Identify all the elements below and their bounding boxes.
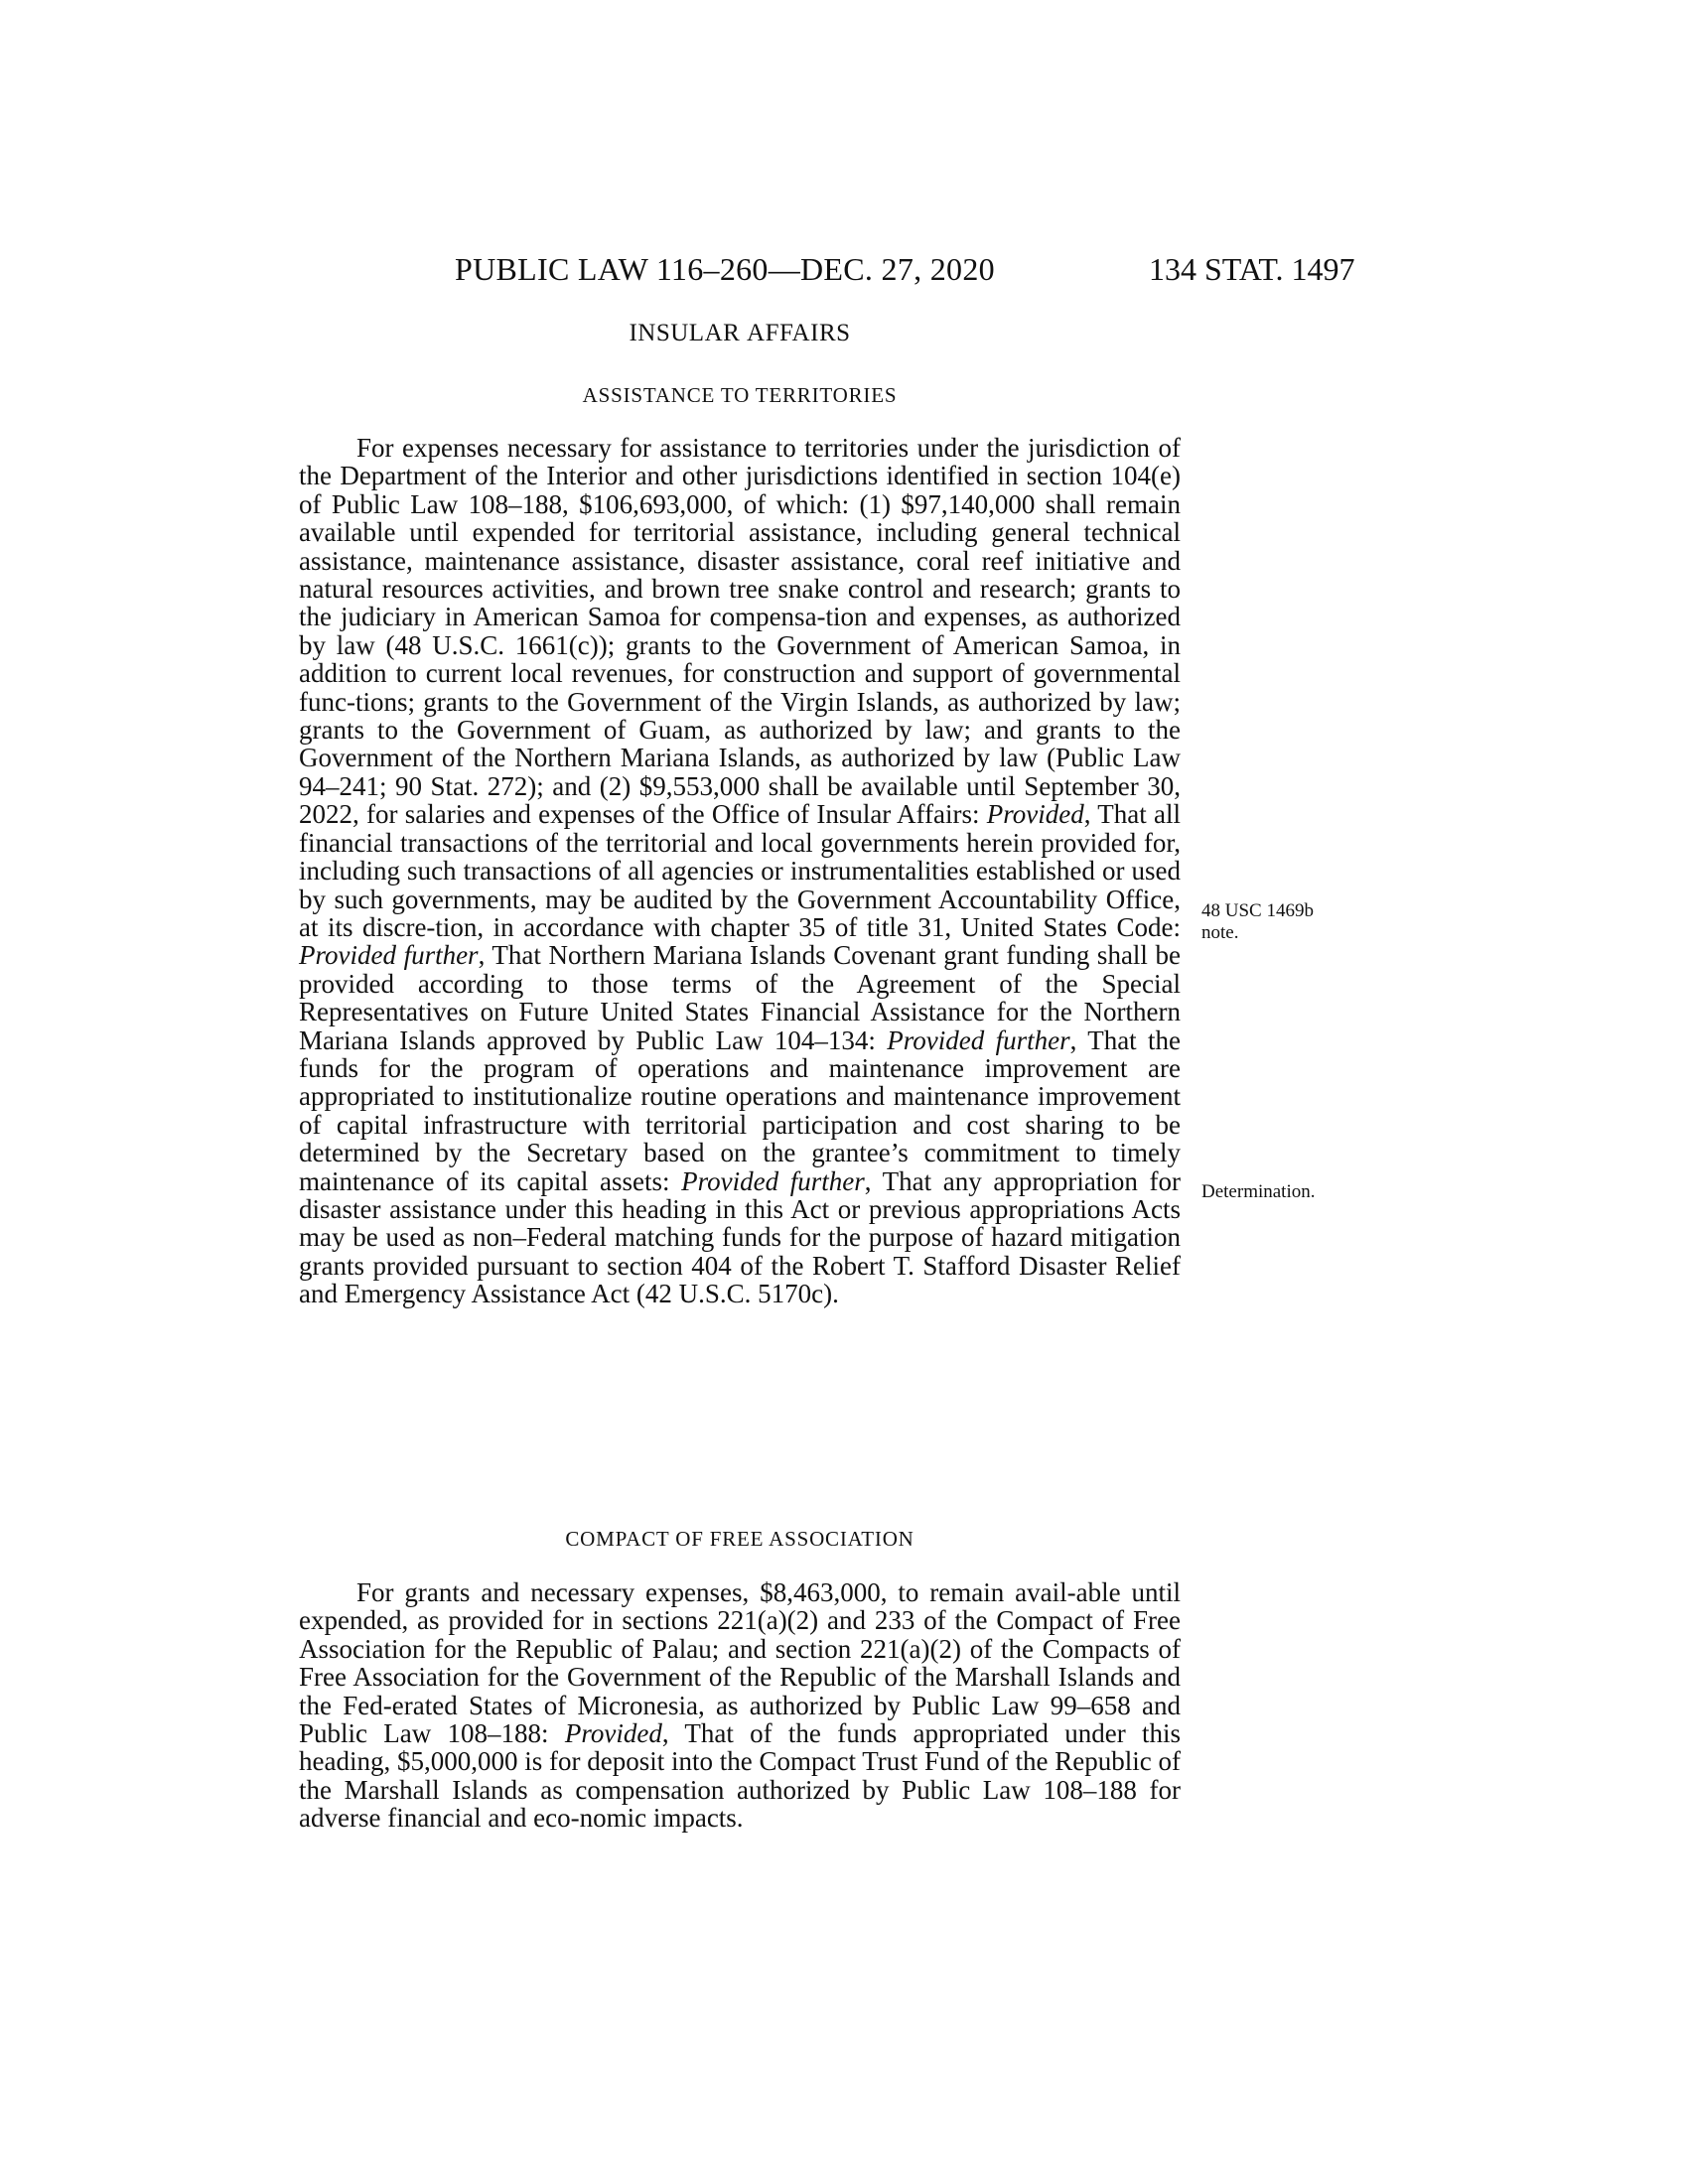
- heading-smallcaps-1: NSULAR: [637, 320, 748, 346]
- proviso-italic: Provided further: [681, 1165, 865, 1196]
- subheading-compact-of-free-association: COMPACT OF FREE ASSOCIATION: [565, 1527, 914, 1551]
- section-heading-insular-affairs: [298, 320, 1182, 347]
- paragraph-text: , That any appropriation for disaster assistance under this heading in this Act or previous appropriations Acts may be used as non–Federal matching funds for the purpose of hazard mitigation grants provided pursuant to section 404 of the Robert T. Stafford Disaster Relief and Emergency Assistance Act (42 U.S.C. 5170c).: [299, 1165, 1182, 1309]
- paragraph-text: , That all financial transactions of the territorial and local governments herein provided for, including such transactions of all agencies or instrumentalities established or used by such governments, may be audited by the Government Accountability Office, at its discre-tion, in accordance with chapter 35 of title 31, United States Code:: [299, 799, 1181, 942]
- paragraph-text: , That of the funds appropriated under this heading, $5,000,000 is for deposit into the Compact Trust Fund of the Republic of the Marshall Islands as compensation authorized by Public Law 108–188 for adverse financial and eco-nomic impacts.: [299, 1718, 1182, 1834]
- running-head: PUBLIC LAW 116–260—DEC. 27, 2020: [455, 251, 995, 287]
- margin-note-determination: Determination.: [1201, 1181, 1316, 1202]
- statute-citation: 134 STAT. 1497: [1149, 251, 1355, 287]
- paragraph-text: For expenses necessary for assistance to territories under the jurisdiction of the Department of the Interior and other jurisdictions identified in section 104(e) of Public Law 108–188, $106,693,000, of which: (1) $97,140,000 shall remain available until expended for territorial assistance, including general technical assistance, maintenance assistance, disaster assistance, coral reef initiative and natural resources activities, and brown tree snake control and research; grants to the judiciary in American Samoa for compensa-tion and expenses, as authorized by law (48 U.S.C. 1661(c)); grants to the Government of American Samoa, in addition to current local revenues, for construction and support of governmental func-tions; grants to the Government of the Virgin Islands, as authorized by law; grants to the Government of Guam, as authorized by law; and grants to the Government of the Northern Mariana Islands, as authorized by law (Public Law 94–241; 90 Stat. 272); and (2) $9,553,000 shall be available until September 30, 2022, for salaries and expenses of the Office of Insular Affairs:: [299, 433, 1181, 830]
- proviso-italic: Provided further: [887, 1024, 1070, 1055]
- proviso-italic: Provided further: [299, 940, 479, 971]
- paragraph-text: For grants and necessary expenses, $8,463,000, to remain avail-able until expended, as provided for in sections 221(a)(2) and 233 of the Compact of Free Association for the Republic of Palau; and section 221(a)(2) of the Compacts of Free Association for the Government of the Republic of the Marshall Islands and the Fed-erated States of Micronesia, as authorized by Public Law 99–658 and Public Law 108–188:: [299, 1577, 1181, 1749]
- proviso-italic: Provided: [986, 799, 1084, 830]
- paragraph-compact-of-free-association: [299, 1578, 1181, 1833]
- margin-note-usc: [1201, 900, 1350, 944]
- paragraph-text: , That Northern Mariana Islands Covenant grant funding shall be provided according to those terms of the Agreement of the Special Representatives on Future United States Financial Assistance for the Northern Mariana Islands approved by Public Law 104–134:: [299, 940, 1182, 1055]
- paragraph-text: , That the funds for the program of operations and maintenance improvement are appropriated to institutionalize routine operations and maintenance improvement of capital infrastructure with territorial participation and cost sharing to be determined by the Secretary based on the grantee’s commitment to timely maintenance of its capital assets:: [299, 1024, 1182, 1196]
- paragraph-assistance-to-territories: [299, 434, 1181, 1308]
- proviso-italic: Provided: [564, 1718, 662, 1749]
- margin-note-line: note.: [1201, 922, 1239, 943]
- margin-note-line: 48 USC 1469b: [1201, 900, 1314, 921]
- heading-initial-2: A: [747, 320, 766, 346]
- subheading-assistance-to-territories: ASSISTANCE TO TERRITORIES: [582, 383, 898, 407]
- heading-initial-1: I: [629, 320, 638, 346]
- heading-smallcaps-2: FFAIRS: [765, 320, 851, 346]
